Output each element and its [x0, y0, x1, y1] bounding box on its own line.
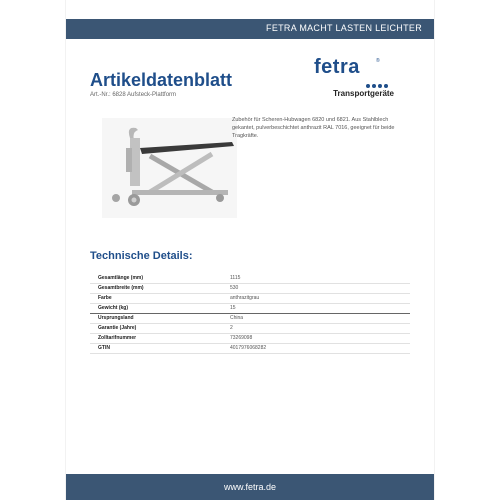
spec-label: Ursprungsland	[98, 315, 134, 321]
table-row	[90, 274, 410, 284]
article-number: Art.-Nr.: 6828 Aufsteck-Plattform	[90, 92, 177, 98]
header-bar	[66, 19, 434, 39]
fetra-logo	[314, 58, 392, 88]
product-description: Zubehör für Scheren-Hubwagen 6820 und 6821. Aus Stahlblech gekantet, pulverbeschichtet anthrazit RAL 7016, geeignet für beide Tragkräfte.	[232, 117, 395, 139]
datasheet-page	[66, 0, 434, 500]
footer-bar	[66, 474, 434, 500]
section-title-specs: Technische Details:	[90, 250, 193, 262]
spec-value: 530	[230, 285, 239, 291]
header-tagline: FETRA MACHT LASTEN LEICHTER	[266, 23, 422, 33]
spec-value: China	[230, 315, 244, 321]
spec-label: Gesamtlänge (mm)	[98, 275, 144, 281]
table-row	[90, 304, 410, 314]
logo-dots-icon	[366, 75, 394, 81]
table-row	[90, 284, 410, 294]
spec-value: 15	[230, 305, 236, 311]
spec-label: Gesamtbreite (mm)	[98, 285, 144, 291]
spec-value: anthrazitgrau	[230, 295, 260, 301]
footer-url-link[interactable]: www.fetra.de	[223, 482, 277, 492]
specs-table	[90, 274, 410, 354]
table-row	[90, 314, 410, 324]
table-row	[90, 294, 410, 304]
registered-mark: ®	[376, 58, 380, 64]
spec-label: Gewicht (kg)	[98, 305, 129, 311]
table-row	[90, 344, 410, 354]
spec-value: 4017976068282	[230, 345, 267, 351]
spec-value: 2	[230, 325, 233, 331]
spec-value: 73269098	[230, 335, 253, 341]
spec-label: Garantie (Jahre)	[98, 325, 137, 331]
table-row	[90, 324, 410, 334]
spec-label: Farbe	[98, 295, 112, 301]
logo-subtitle: Transportgeräte	[333, 89, 394, 98]
document-title: Artikeldatenblatt	[90, 70, 233, 90]
product-image	[102, 118, 237, 218]
spec-value: 1115	[230, 275, 241, 281]
spec-label: GTIN	[98, 345, 110, 351]
spec-label: Zolltarifnummer	[98, 335, 137, 341]
table-row	[90, 334, 410, 344]
logo-wordmark: fetra	[314, 56, 360, 78]
